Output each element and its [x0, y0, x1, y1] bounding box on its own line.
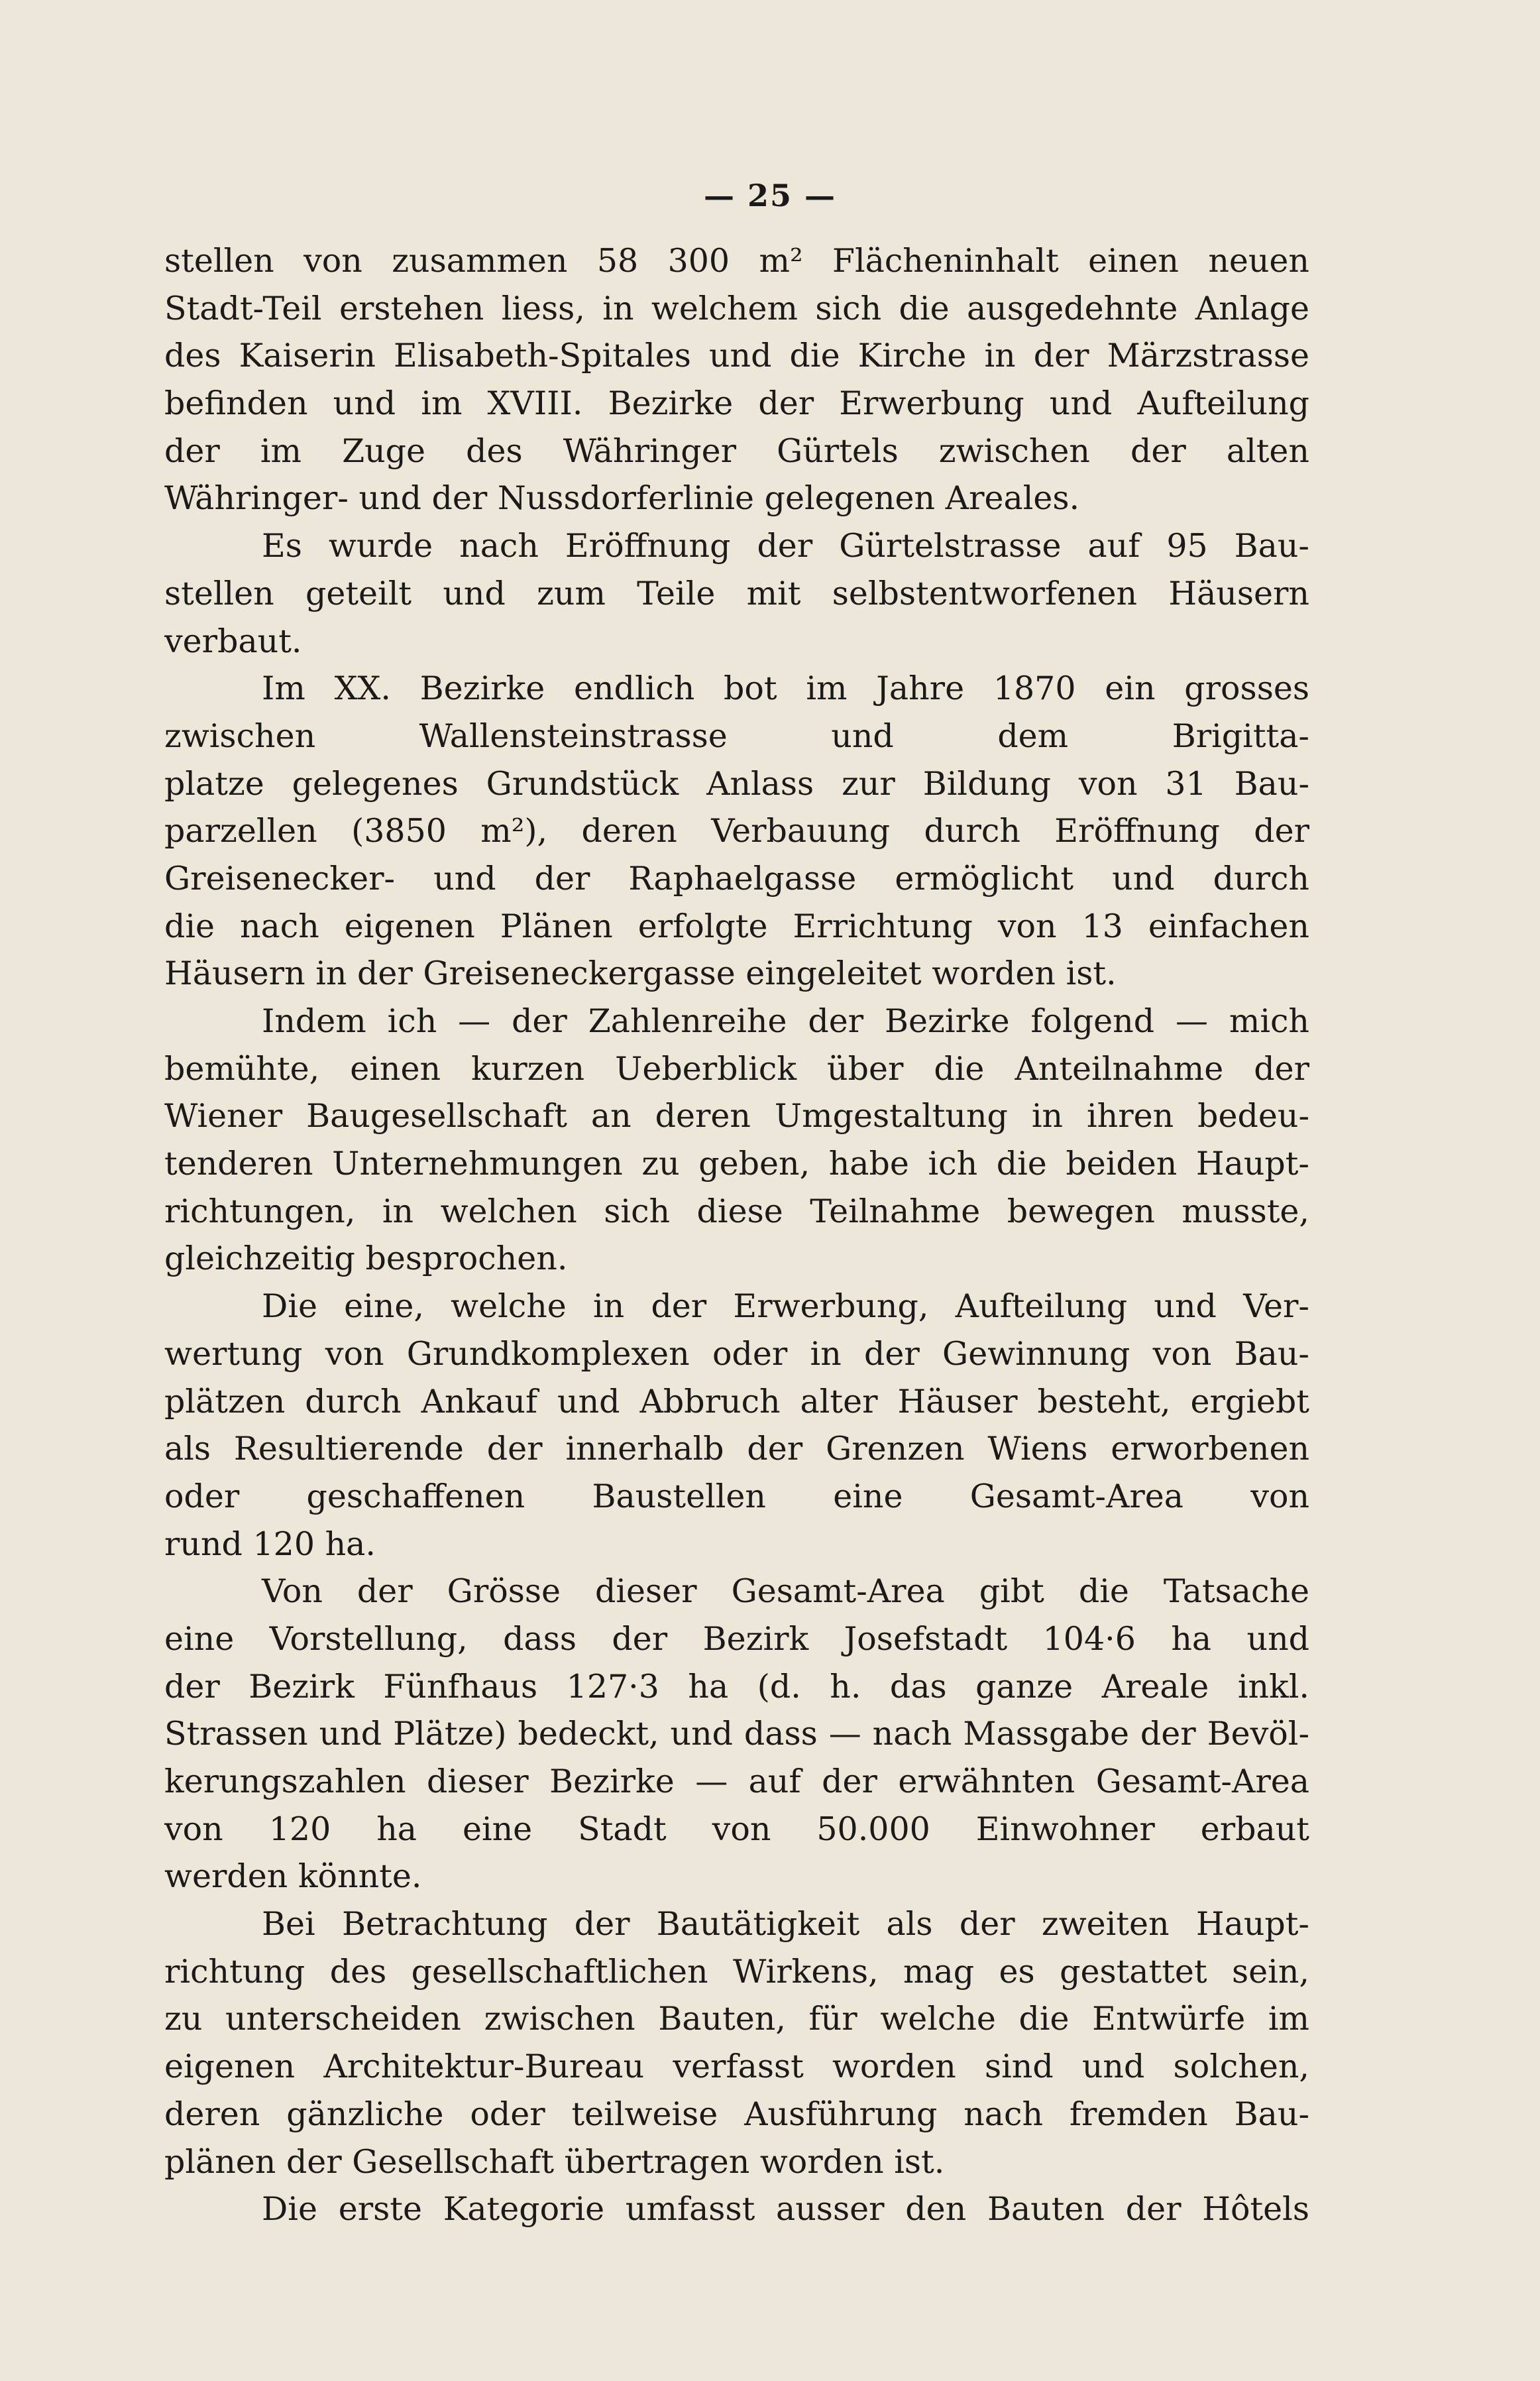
text-line: stellen von zusammen 58 300 m² Flächeninhalt einen neuen — [164, 242, 1309, 280]
text-line: plänen der Gesellschaft übertragen worden ist. — [164, 2142, 945, 2181]
text-line: parzellen (3850 m²), deren Verbauung durch Eröffnung der — [164, 812, 1309, 850]
text-line: Es wurde nach Eröffnung der Gürtelstrasse auf 95 Bau- — [262, 527, 1309, 565]
body-text — [164, 237, 1309, 2233]
text-line: Häusern in der Greiseneckergasse eingeleitet worden ist. — [164, 955, 1117, 993]
text-line: stellen geteilt und zum Teile mit selbstentworfenen Häusern — [164, 574, 1309, 612]
text-line: platze gelegenes Grundstück Anlass zur Bildung von 31 Bau- — [164, 764, 1309, 803]
text-line: richtung des gesellschaftlichen Wirkens, mag es gestattet sein, — [164, 1952, 1309, 1991]
text-line: bemühte, einen kurzen Ueberblick über die Anteilnahme der — [164, 1049, 1309, 1088]
page-number: — 25 — — [703, 178, 837, 213]
text-line: werden könnte. — [164, 1857, 422, 1896]
text-line: plätzen durch Ankauf und Abbruch alter Häuser besteht, ergiebt — [164, 1382, 1309, 1421]
text-line: eigenen Architektur-Bureau verfasst worden sind und solchen, — [164, 2048, 1309, 2086]
text-line: Strassen und Plätze) bedeckt, und dass — nach Massgabe der Bevöl- — [164, 1715, 1309, 1753]
text-line: Stadt-Teil erstehen liess, in welchem sich die ausgedehnte Anlage — [164, 289, 1309, 327]
text-line: richtungen, in welchen sich diese Teilnahme bewegen musste, — [164, 1192, 1309, 1230]
text-line: deren gänzliche oder teilweise Ausführung nach fremden Bau- — [164, 2095, 1309, 2133]
text-line: gleichzeitig besprochen. — [164, 1240, 568, 1278]
text-line: Indem ich — der Zahlenreihe der Bezirke folgend — mich — [262, 1002, 1309, 1040]
text-line: Von der Grösse dieser Gesamt-Area gibt die Tatsache — [262, 1572, 1309, 1611]
text-line: der Bezirk Fünfhaus 127·3 ha (d. h. das ganze Areale inkl. — [164, 1667, 1309, 1706]
text-line: der im Zuge des Währinger Gürtels zwischen der alten — [164, 432, 1309, 470]
text-line: Die eine, welche in der Erwerbung, Aufteilung und Ver- — [262, 1287, 1309, 1326]
text-line: die nach eigenen Plänen erfolgte Errichtung von 13 einfachen — [164, 907, 1309, 945]
text-line: Die erste Kategorie umfasst ausser den Bauten der Hôtels — [262, 2190, 1309, 2229]
text-line: rund 120 ha. — [164, 1525, 376, 1563]
text-line: oder geschaffenen Baustellen eine Gesamt-Area von — [164, 1477, 1309, 1515]
text-line: eine Vorstellung, dass der Bezirk Josefstadt 104·6 ha und — [164, 1619, 1309, 1658]
text-line: zwischen Wallensteinstrasse und dem Brigitta- — [164, 717, 1309, 755]
text-line: verbaut. — [164, 622, 302, 660]
text-line: wertung von Grundkomplexen oder in der Gewinnung von Bau- — [164, 1334, 1309, 1373]
text-line: Greisenecker- und der Raphaelgasse ermöglicht und durch — [164, 859, 1309, 898]
text-line: zu unterscheiden zwischen Bauten, für welche die Entwürfe im — [164, 2000, 1309, 2038]
text-line: Im XX. Bezirke endlich bot im Jahre 1870 ein grosses — [262, 669, 1309, 708]
text-line: des Kaiserin Elisabeth-Spitales und die Kirche in der Märzstrasse — [164, 337, 1309, 375]
text-line: als Resultierende der innerhalb der Grenzen Wiens erworbenen — [164, 1430, 1309, 1468]
text-line: von 120 ha eine Stadt von 50.000 Einwohner erbaut — [164, 1810, 1309, 1848]
text-line: Währinger- und der Nussdorferlinie gelegenen Areales. — [164, 479, 1080, 518]
text-line: tenderen Unternehmungen zu geben, habe ich die beiden Haupt- — [164, 1145, 1309, 1183]
text-line: kerungszahlen dieser Bezirke — auf der erwähnten Gesamt-Area — [164, 1763, 1309, 1800]
text-line: Bei Betrachtung der Bautätigkeit als der zweiten Haupt- — [262, 1905, 1309, 1944]
text-line: Wiener Baugesellschaft an deren Umgestaltung in ihren bedeu- — [164, 1097, 1309, 1135]
text-line: befinden und im XVIII. Bezirke der Erwerbung und Aufteilung — [164, 384, 1309, 423]
